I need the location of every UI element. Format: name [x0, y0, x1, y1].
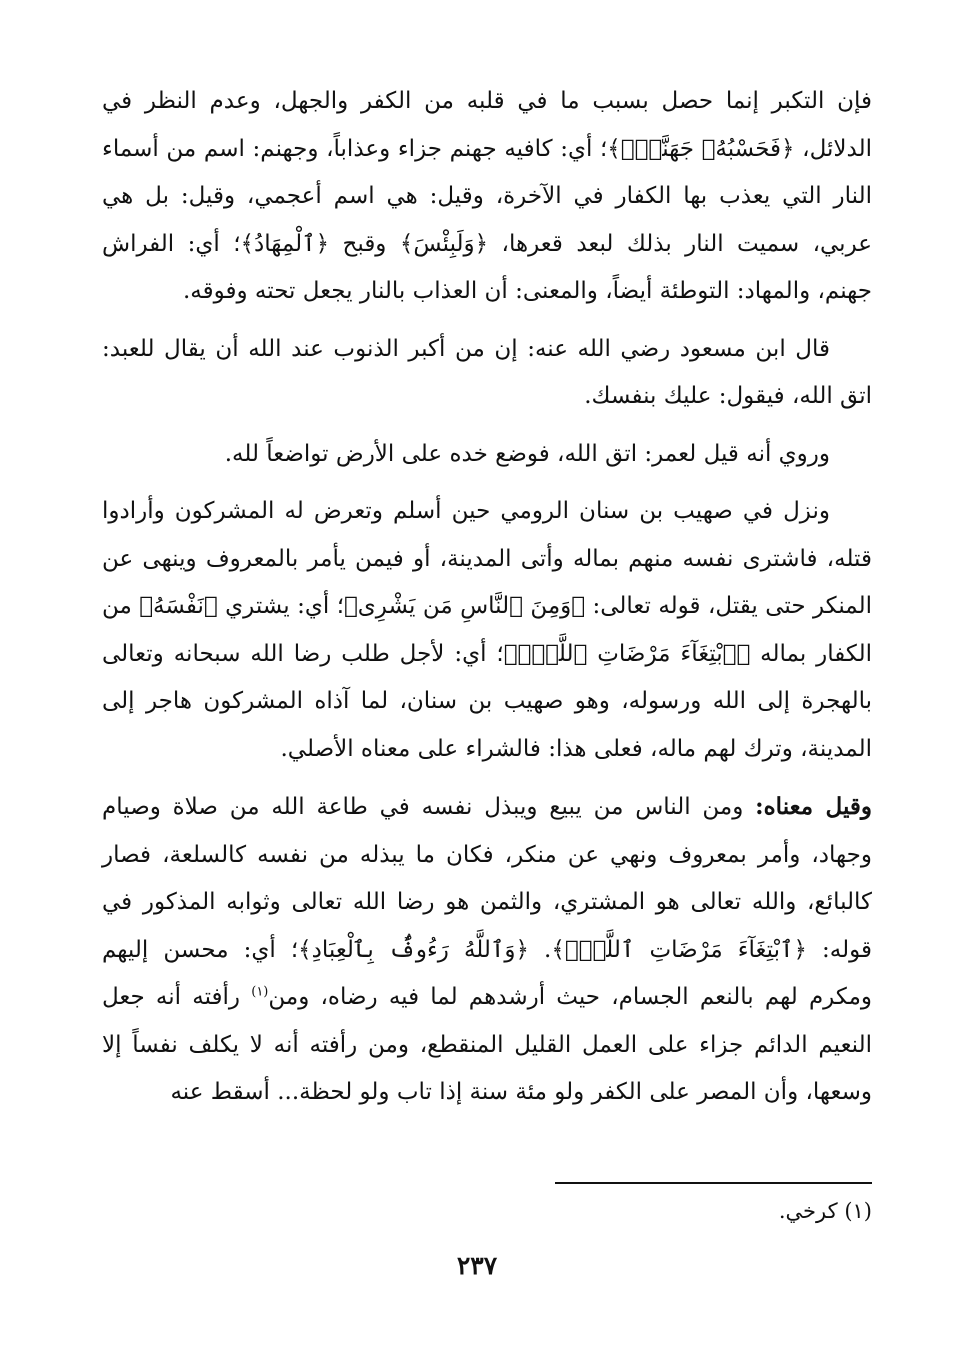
paragraph-2: قال ابن مسعود رضي الله عنه: إن من أكبر الذنوب عند الله أن يقال للعبد: اتق الله، فيقول: عليك بنفسك. [102, 335, 872, 409]
paragraph-5 [102, 783, 872, 1117]
footnote-divider [555, 1182, 872, 1184]
paragraph-3: وروي أنه قيل لعمر: اتق الله، فوضع خده على الأرض تواضعاً لله. [224, 440, 830, 467]
footnote-reference[interactable]: (١) [251, 984, 269, 1000]
main-text-block [102, 78, 872, 1125]
paragraph-5-lead: وقيل معناه: [755, 793, 872, 820]
paragraph-5-text-a: ومن الناس من يبيع ويبذل نفسه في طاعة الله من صلاة وصيام وجهاد، وأمر بمعروف ونهي عن منكر، فكان ما يبذله من نفسه كالسلعة، فصار كالبائع، والله تعالى هو المشتري، والثمن هو رضا الله تعالى وثوابه المذكور في قوله: ﴿ٱبْتِغَآءَ مَرْضَاتِ ٱللَّهِۗ﴾. ﴿وَٱللَّهُ رَءُوفٌۢ بِٱلْعِبَادِ﴾؛ أي: محسن إليهم ومكرم لهم بالنعم الجسام، حيث أرشدهم لما فيه رضاه، ومن [102, 794, 872, 1010]
paragraph-1: فإن التكبر إنما حصل بسبب ما في قلبه من الكفر والجهل، وعدم النظر في الدلائل، ﴿فَحَسْبُهُۥ جَهَنَّمُۖ﴾؛ أي: كافيه جهنم جزاء وعذاباً، وجهنم: اسم من أسماء النار التي يعذب بها الكفار في الآخرة، وقيل: هي اسم أعجمي، وقيل: بل هي عربي، سميت النار بذلك لبعد قعرها، ﴿وَلَبِئْسَ﴾ وقبح ﴿ٱلْمِهَادُ﴾؛ أي: الفراش جهنم، والمهاد: التوطئة أيضاً، والمعنى: أن العذاب بالنار يجعل تحته وفوقه. [102, 88, 872, 304]
paragraph-4: ونزل في صهيب بن سنان الرومي حين أسلم وتعرض له المشركون وأرادوا قتله، فاشترى نفسه منهم بماله وأتى المدينة، أو فيمن يأمر بالمعروف وينهى عن المنكر حتى يقتل، قوله تعالى: ﴿وَمِنَ ٱلنَّاسِ مَن يَشْرِى﴾؛ أي: يشتري ﴿نَفْسَهُ﴾ من الكفار بماله ﴿ٱبْتِغَآءَ مَرْضَاتِ ٱللَّهِۗ﴾؛ أي: لأجل طلب رضا الله سبحانه وتعالى بالهجرة إلى الله ورسوله، وهو صهيب بن سنان، لما آذاه المشركون هاجر إلى المدينة، وترك لهم ماله، فعلى هذا: فالشراء على معناه الأصلي. [102, 498, 872, 762]
footnote-number: (١) [844, 1199, 872, 1223]
footnote [779, 1196, 872, 1226]
footnote-text: كرخي. [778, 1199, 838, 1223]
page-number: ٢٣٧ [456, 1251, 498, 1280]
paragraph-5-text-b: رأفته أنه جعل النعيم الدائم جزاء على العمل القليل المنقطع، ومن رأفته أنه لا يكلف نفساً إلا وسعها، وأن المصر على الكفر ولو مئة سنة إذا تاب ولو لحظة... أسقط عنه [102, 984, 872, 1105]
